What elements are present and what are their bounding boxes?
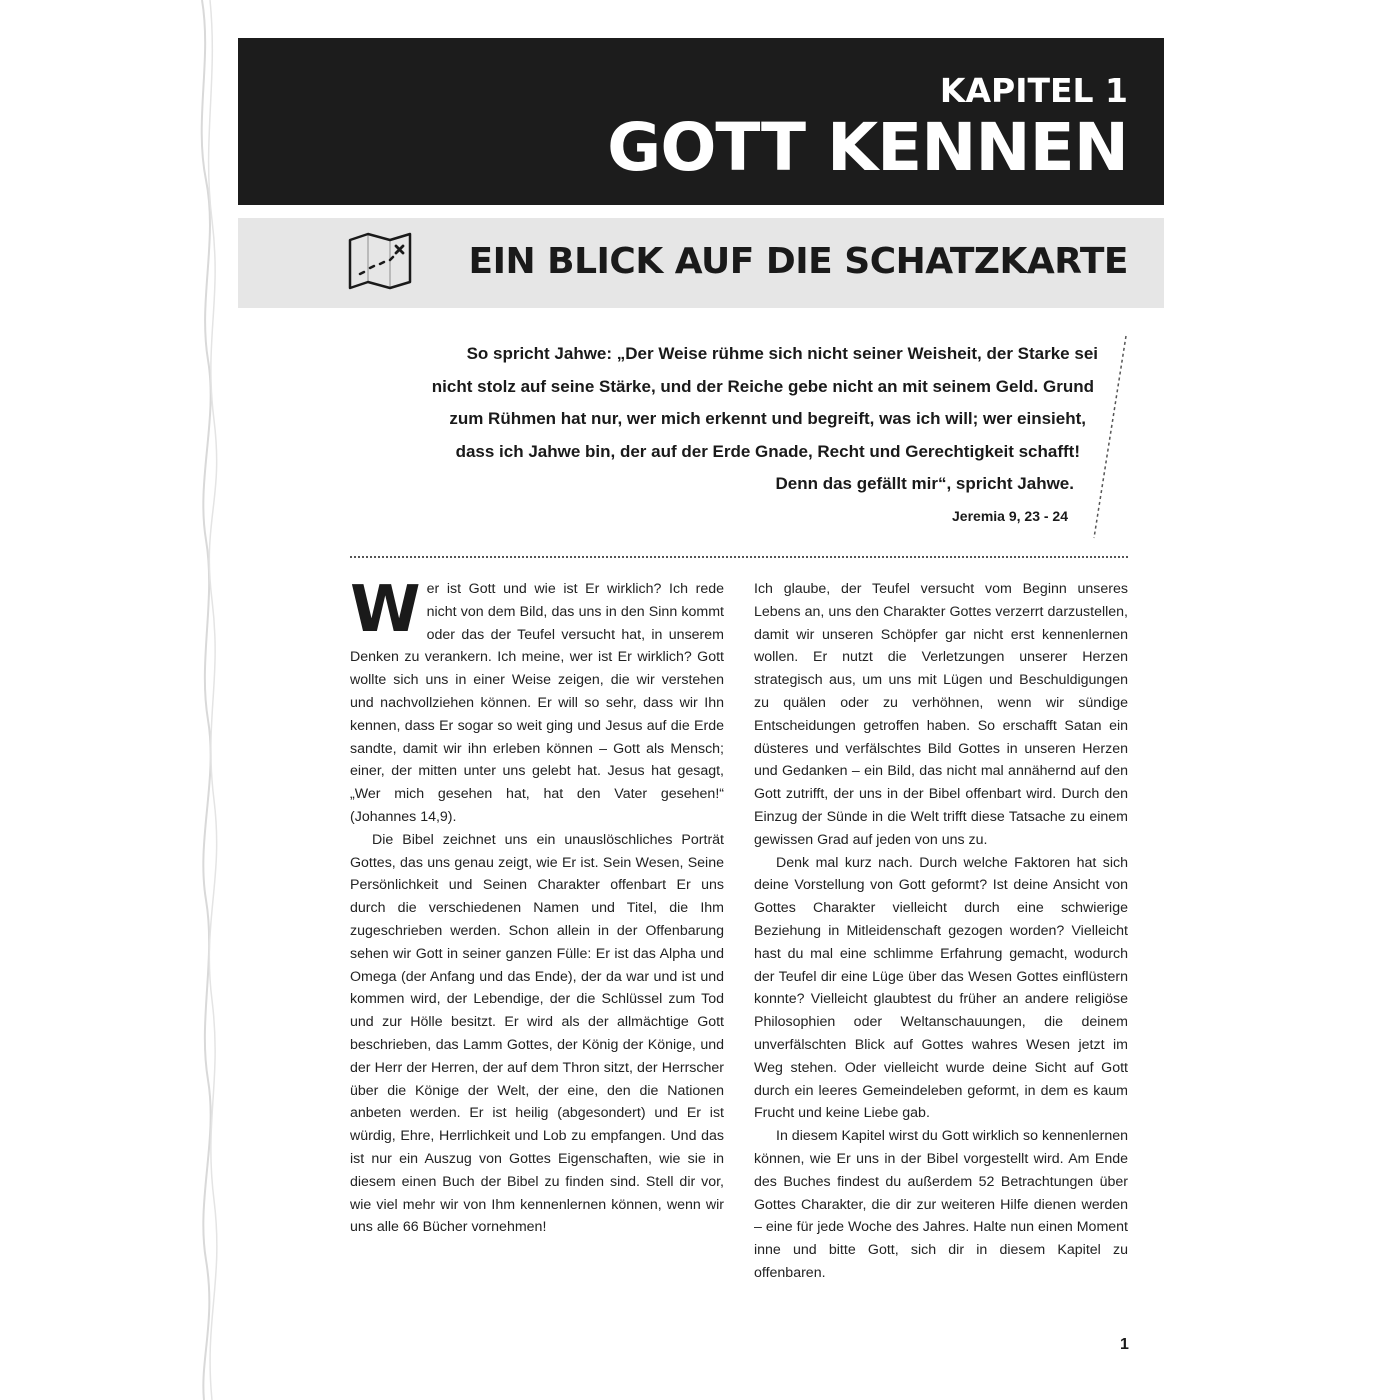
body-paragraph — [350, 573, 724, 829]
section-header — [238, 218, 1164, 308]
quote-line: nicht stolz auf seine Stärke, und der Reiche gebe nicht an mit seinem Geld. Grund — [431, 376, 1094, 396]
body-column-right — [754, 578, 1128, 1285]
paragraph-text: er ist Gott und wie ist Er wirklich? Ich rede nicht von dem Bild, das uns in den Sinn kommt oder das der Teufel versucht hat, in unserem Denken zu verankern. Ich meine, wer ist Er wirklich? Gott wollte sich uns in einer Weise zeigen, die wir verstehen und nachvollziehen können. Er will so sehr, dass wir Ihn kennen, dass Er sogar so weit ging und Jesus auf die Erde sandte, damit wir ihn erleben können – Gott als Mensch; einer, der mitten unter uns gelebt hat. Jesus hat gesagt, „Wer mich gesehen hat, hat den Vater gesehen!“ (Johannes 14,9). — [350, 581, 724, 825]
body-paragraph: Denk mal kurz nach. Durch welche Faktoren hat sich deine Vorstellung von Gott geformt? Ist deine Ansicht von Gottes Charakter vielleicht durch eine schwierige Beziehung in Mitleidenschaft gezogen worden? Vielleicht hast du mal eine schlimme Erfahrung gemacht, wodurch der Teufel dir eine Lüge über das Wesen Gottes einflüstern konnte? Vielleicht glaubtest du früher an andere religiöse Philosophien oder Weltanschauungen, die deinem unverfälschten Blick auf Gottes wahres Wesen jetzt im Weg stehen. Oder vielleicht wurde deine Sicht auf Gott durch ein leeres Gemeindeleben geformt, in dem es kaum Frucht und keine Liebe gab. — [754, 854, 1128, 1122]
treasure-map-icon — [346, 230, 414, 292]
quote-line: Denn das gefällt mir“, spricht Jahwe. — [775, 474, 1074, 493]
body-column-left — [350, 573, 724, 1239]
quote-reference: Jeremia 9, 23 - 24 — [952, 507, 1068, 524]
drop-cap: W — [350, 573, 421, 647]
scripture-quote — [360, 338, 1098, 529]
body-paragraph: In diesem Kapitel wirst du Gott wirklich so kennenlernen können, wie Er uns in der Bibel vorgestellt wird. Am Ende des Buches findest du außerdem 52 Betrachtungen über Gottes Charakter, die dir zur weiteren Hilfe dienen werden – eine für jede Woche des Jahres. Halte nun einen Moment inne und bitte Gott, sich dir in diesem Kapitel zu offenbaren. — [754, 1128, 1128, 1281]
quote-line: dass ich Jahwe bin, der auf der Erde Gnade, Recht und Gerechtigkeit schafft! — [455, 441, 1080, 461]
body-paragraph: Die Bibel zeichnet uns ein unauslöschliches Porträt Gottes, das uns genau zeigt, wie Er ist. Sein Wesen, Seine Persönlichkeit und Seinen Charakter offenbart Er uns durch die verschiedenen Namen und Titel, die Ihm zugeschrieben werden. Schon allein in der Offenbarung sehen wir Gott in seiner ganzen Fülle: Er ist das Alpha und Omega (der Anfang und das Ende), der da war und ist und kommen wird, der Lebendige, der die Schlüssel zum Tod und zur Hölle besitzt. Er wird als der allmächtige Gott beschrieben, das Lamm Gottes, der König der Könige, und der Herr der Herren, der auf dem Thron sitzt, der Herrscher über die Könige der Welt, der eine, den die Nationen anbeten werden. Er ist heilig (abgesondert) und Er ist würdig, Ehre, Herrlichkeit und Lob zu empfangen. Und das ist nur ein Auszug von Gottes Eigenschaften, wie sie in diesem einen Buch der Bibel zu finden sind. Stell dir vor, wie viel mehr wir von Ihm kennenlernen können, wenn wir uns alle 66 Bücher vornehmen! — [350, 831, 724, 1236]
quote-side-rule — [1088, 334, 1128, 540]
page-number: 1 — [1120, 1336, 1129, 1353]
section-divider — [350, 556, 1128, 558]
chapter-header — [238, 38, 1164, 205]
chapter-title: GOTT KENNEN — [607, 109, 1128, 186]
quote-line: zum Rühmen hat nur, wer mich erkennt und begreift, was ich will; wer einsieht, — [449, 409, 1086, 428]
decorative-edge — [196, 0, 218, 1400]
body-paragraph: Ich glaube, der Teufel versucht vom Beginn unseres Lebens an, uns den Charakter Gottes verzerrt darzustellen, damit wir unseren Schöpfer gar nicht erst kennenlernen wollen. Er nutzt die Verletzungen unserer Herzen strategisch aus, um uns mit Lügen und Beschuldigungen zu quälen oder zu verhöhnen, wenn wir sündige Entscheidungen getroffen haben. So erschafft Satan ein düsteres und verfälschtes Bild Gottes in unseren Herzen und Gedanken – ein Bild, das nicht mal annähernd auf den Gott zutrifft, der uns in der Bibel offenbart wird. Durch den Einzug der Sünde in die Welt trifft diese Tatsache zu einem gewissen Grad auf jeden von uns zu. — [754, 581, 1128, 848]
quote-line: So spricht Jahwe: „Der Weise rühme sich nicht seiner Weisheit, der Starke sei — [466, 344, 1098, 363]
section-title: EIN BLICK AUF DIE SCHATZKARTE — [468, 241, 1128, 282]
chapter-label: KAPITEL 1 — [939, 71, 1128, 110]
